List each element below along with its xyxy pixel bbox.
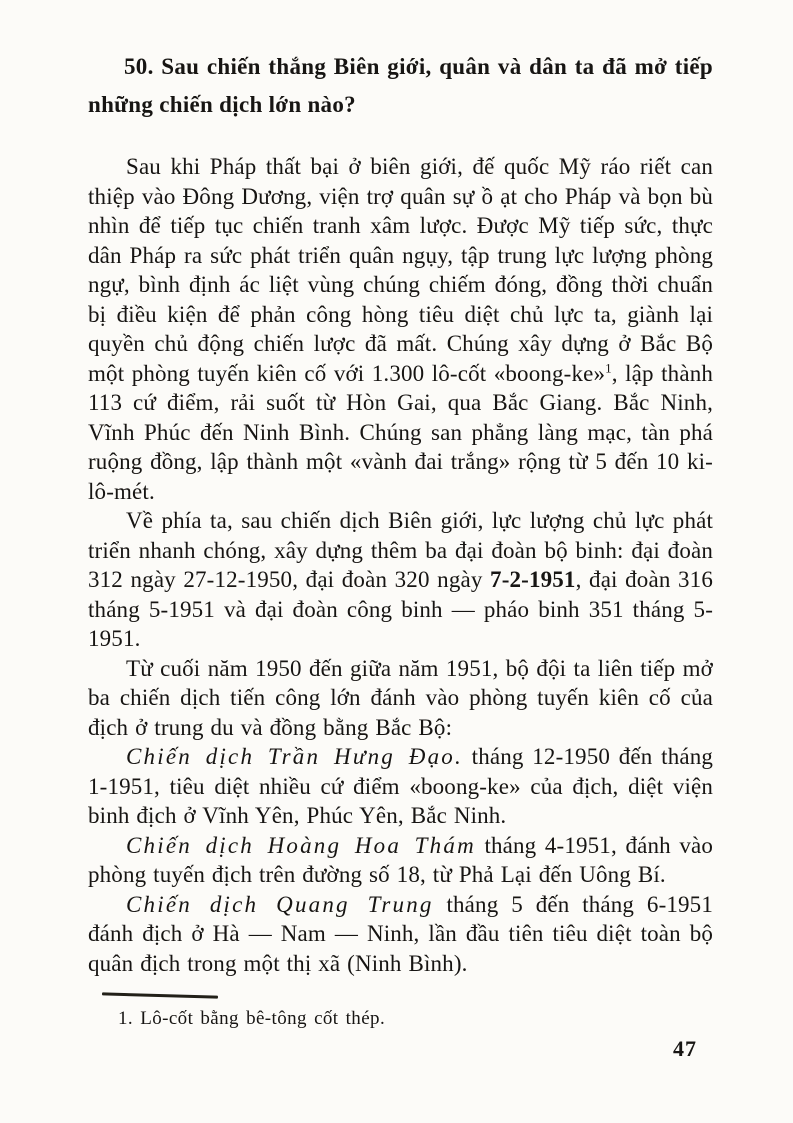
text-segment: 7-2-1951 [490,567,576,592]
text-segment: tháng 5 đến tháng 6-1951 đánh địch ở Hà — Nam — Ninh, lần đầu tiên tiêu diệt toàn bộ quân địch trong một thị xã (Ninh Bình). [88,891,713,976]
body-paragraphs [88,152,713,978]
paragraph [88,506,713,654]
question-heading: 50. Sau chiến thắng Biên giới, quân và dân ta đã mở tiếp những chiến dịch lớn nào? [88,54,713,117]
text-segment: 1 [605,359,612,375]
text-segment: , đại đoàn 316 tháng 5-1951 và đại đoàn công binh — pháo binh 351 tháng 5-1951. [88,567,713,651]
text-segment: Chiến dịch Quang Trung [126,891,434,917]
paragraph [88,742,713,831]
paragraph [88,890,713,979]
footnote-block [88,994,713,1031]
text-segment: Về phía ta, sau chiến dịch Biên giới, lực lượng chủ lực phát triển nhanh chóng, xây dựng thêm ba đại đoàn bộ binh: đại đoàn 312 ngày 27-12-1950, đại đoàn 320 ngày [88,508,713,592]
text-segment: Sau khi Pháp thất bại ở biên giới, đế quốc Mỹ ráo riết can thiệp vào Đông Dương, viện trợ quân sự ồ ạt cho Pháp và bọn bù nhìn để tiếp tục chiến tranh xâm lược. Được Mỹ tiếp sức, thực dân Pháp ra sức phát triển quân ngụy, tập trung lực lượng phòng ngự, bình định ác liệt vùng chúng chiếm đóng, đồng thời chuẩn bị điều kiện để phản công hòng tiêu diệt chủ lực ta, giành lại quyền chủ động chiến lược đã mất. Chúng xây dựng ở Bắc Bộ một phòng tuyến kiên cố với 1.300 lô-cốt «boong-ke» [88,154,713,386]
text-segment: tháng 12-1950 đến tháng 1-1951, tiêu diệt nhiều cứ điểm «boong-ke» của địch, diệt viện binh địch ở Vĩnh Yên, Phúc Yên, Bắc Ninh. [88,744,714,828]
paragraph [88,152,713,506]
text-segment: Chiến dịch Hoàng Hoa Thám [126,832,476,858]
text-segment: Từ cuối năm 1950 đến giữa năm 1951, bộ đội ta liên tiếp mở ba chiến dịch tiến công lớn đánh vào phòng tuyến kiên cố của địch ở trung du và đồng bằng Bắc Bộ: [88,655,713,740]
footnote-divider [102,992,218,998]
paragraph [88,831,713,890]
page-number: 47 [673,1036,697,1061]
footnote-text: 1. Lô-cốt bằng bê-tông cốt thép. [118,1008,386,1029]
paragraph [88,654,713,743]
text-segment: tháng 4-1951, đánh vào phòng tuyến địch trên đường số 18, từ Phả Lại đến Uông Bí. [88,832,713,887]
text-segment: Chiến dịch Trần Hưng Đạo. [126,744,463,769]
text-segment: , lập thành 113 cứ điểm, rải suốt từ Hòn Gai, qua Bắc Giang. Bắc Ninh, Vĩnh Phúc đến Ninh Bình. Chúng san phẳng làng mạc, tàn phá ruộng đồng, lập thành một «vành đai trắng» rộng từ 5 đến 10 ki-lô-mét. [88,360,713,504]
